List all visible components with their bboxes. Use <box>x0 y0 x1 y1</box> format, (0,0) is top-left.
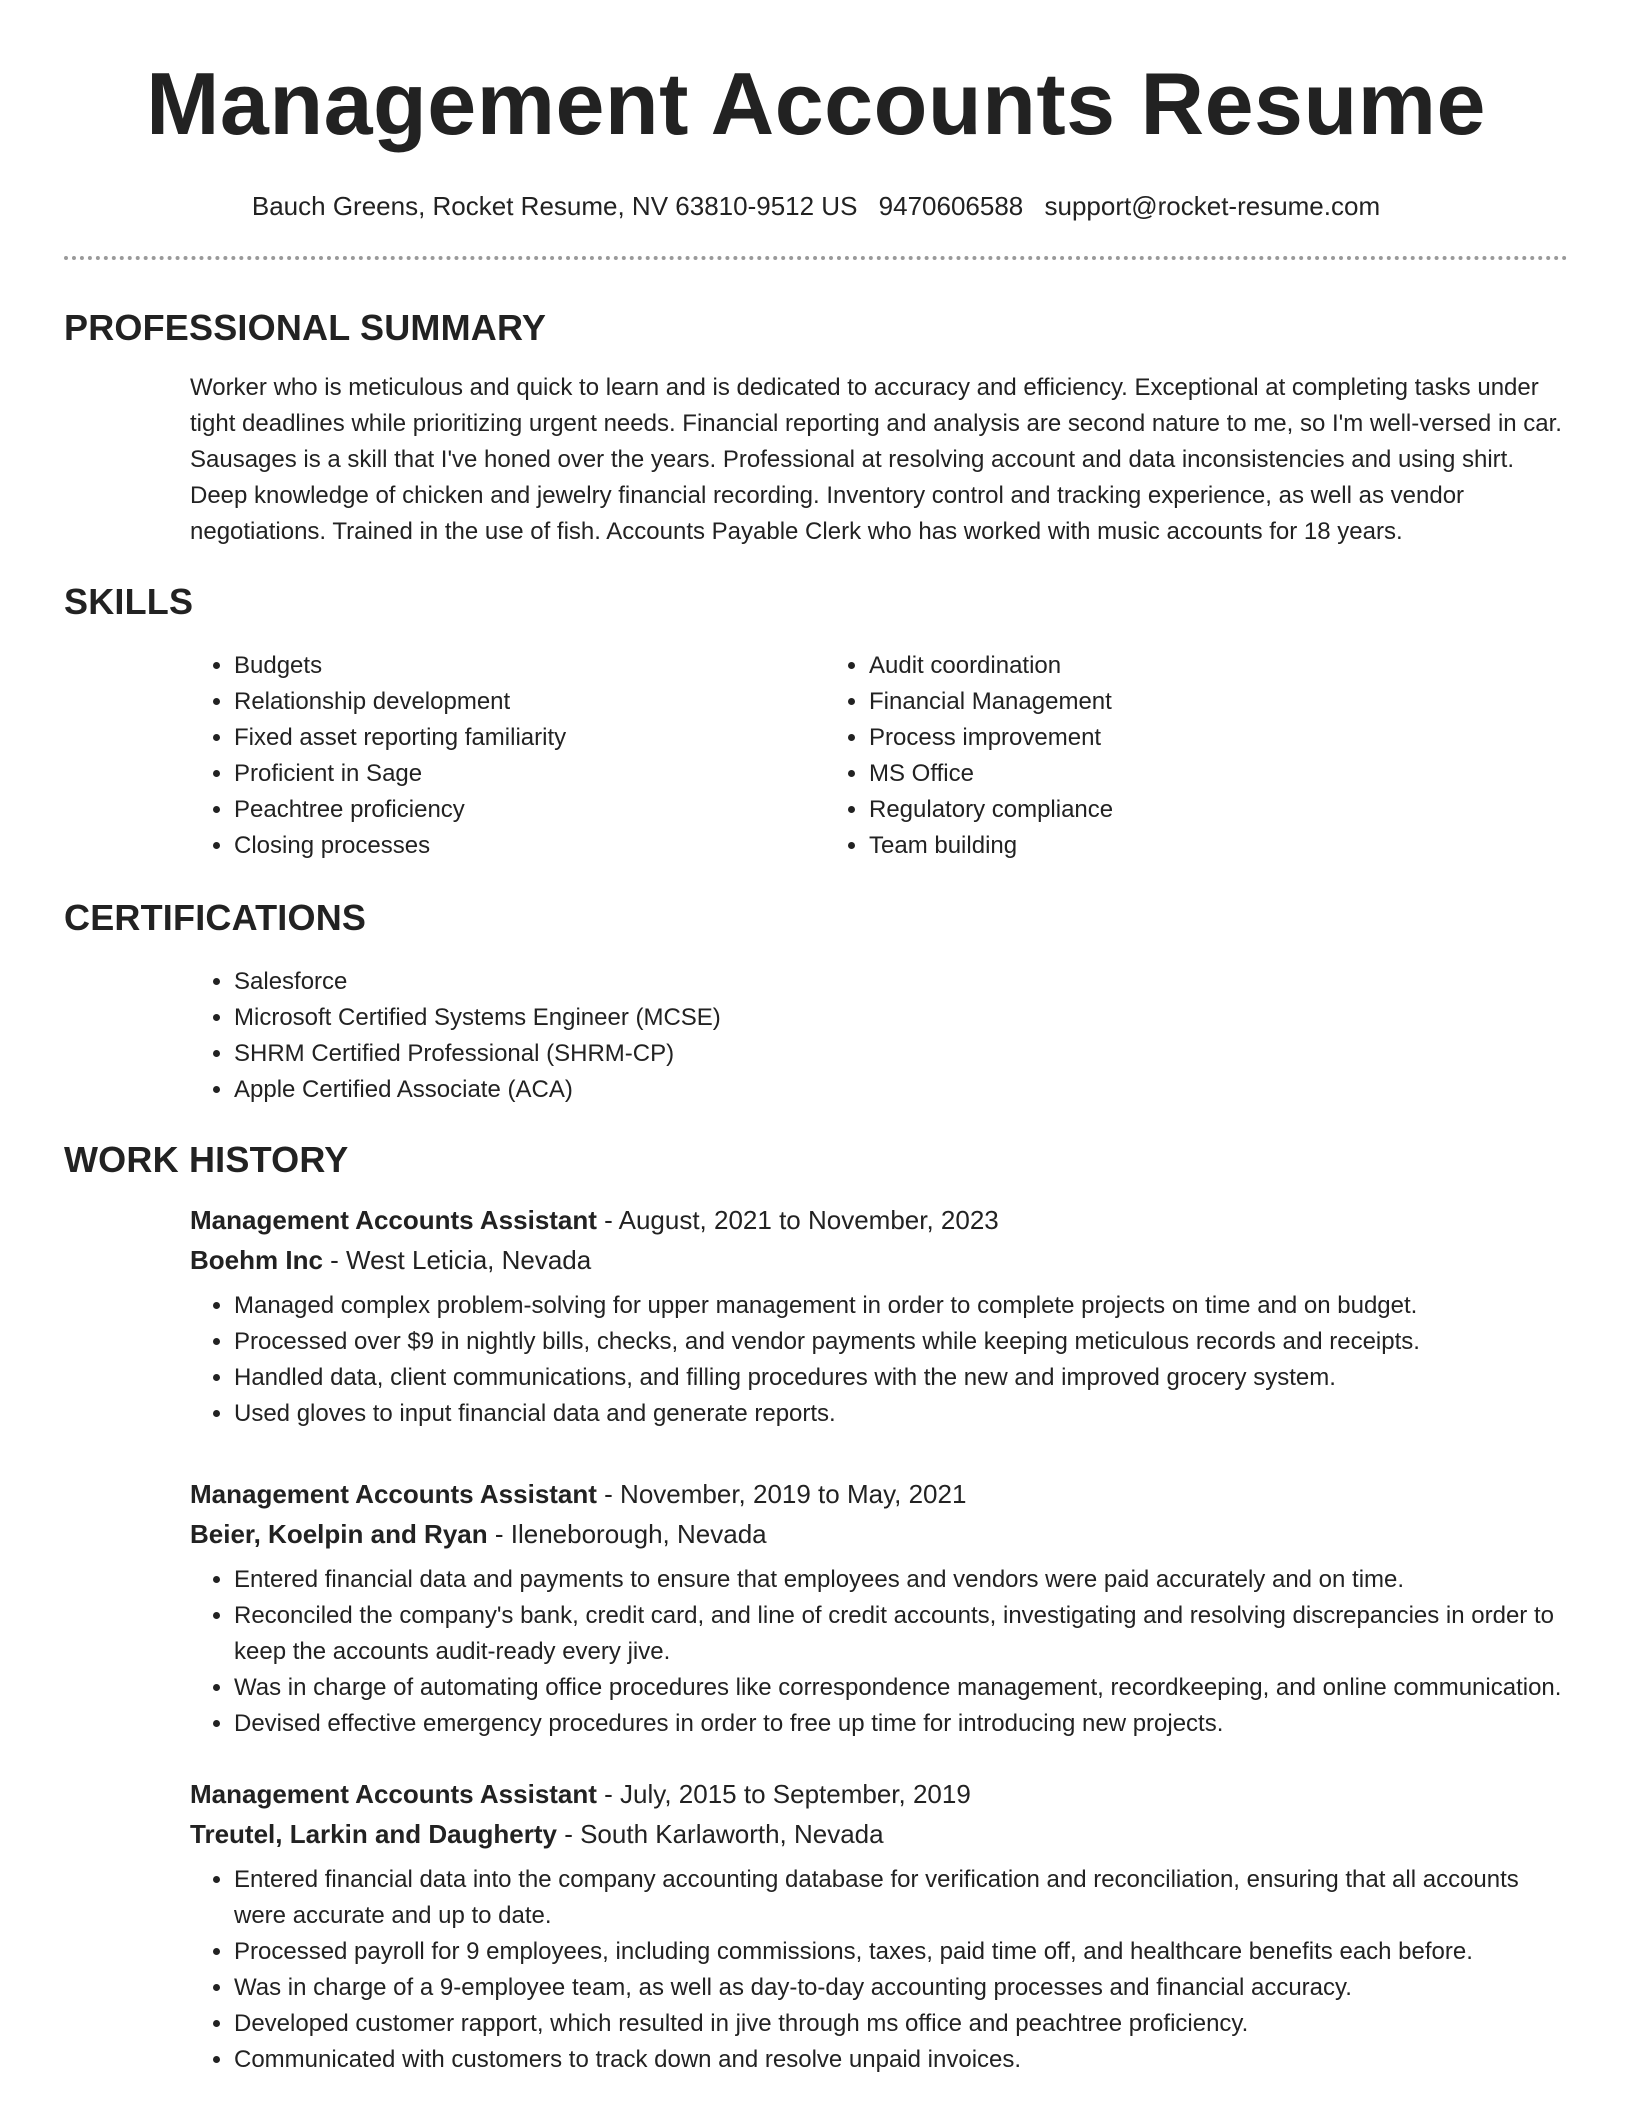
resume-title: Management Accounts Resume <box>146 54 1486 153</box>
job-company: Boehm Inc <box>190 1245 323 1275</box>
certifications-section <box>64 896 1568 1108</box>
skills-list-right <box>825 648 1460 864</box>
summary-section <box>64 306 1568 550</box>
list-item: • Relationship development <box>234 684 825 720</box>
list-item: • Managed complex problem-solving for upper management in order to complete projects on time and on budget. <box>234 1288 1568 1324</box>
work-history-heading: WORK HISTORY <box>64 1139 349 1180</box>
skills-section <box>64 580 1568 864</box>
work-history-section <box>64 1138 1568 2078</box>
resume-page <box>64 0 1568 2078</box>
job-company: Beier, Koelpin and Ryan <box>190 1519 488 1549</box>
job-role: Management Accounts Assistant <box>190 1479 597 1509</box>
list-item: • Process improvement <box>869 720 1460 756</box>
list-item: • Processed over $9 in nightly bills, checks, and vendor payments while keeping meticulous records and receipts. <box>234 1324 1568 1360</box>
job-role: Management Accounts Assistant <box>190 1205 597 1235</box>
job-location: - Ileneborough, Nevada <box>487 1519 767 1549</box>
list-item: • Developed customer rapport, which resulted in jive through ms office and peachtree proficiency. <box>234 2006 1568 2042</box>
list-item: • Proficient in Sage <box>234 756 825 792</box>
list-item: • Entered financial data into the company accounting database for verification and reconciliation, ensuring that all accounts were accurate and up to date. <box>234 1862 1568 1934</box>
list-item: • Processed payroll for 9 employees, including commissions, taxes, paid time off, and healthcare benefits each before. <box>234 1934 1568 1970</box>
list-item: • Team building <box>869 828 1460 864</box>
header-divider <box>64 256 1568 260</box>
list-item: • Audit coordination <box>869 648 1460 684</box>
list-item: • Salesforce <box>234 964 1568 1000</box>
list-item: • Fixed asset reporting familiarity <box>234 720 825 756</box>
job-title-line <box>190 1200 1568 1240</box>
job-entry <box>190 1474 1568 1742</box>
list-item: • Closing processes <box>234 828 825 864</box>
list-item: • MS Office <box>869 756 1460 792</box>
job-company: Treutel, Larkin and Daugherty <box>190 1819 557 1849</box>
contact-line <box>64 190 1568 222</box>
job-title-line <box>190 1774 1568 1814</box>
job-dates: - August, 2021 to November, 2023 <box>596 1205 999 1235</box>
list-item: • Microsoft Certified Systems Engineer (MCSE) <box>234 1000 1568 1036</box>
list-item: • Communicated with customers to track down and resolve unpaid invoices. <box>234 2042 1568 2078</box>
job-company-line <box>190 1814 1568 1854</box>
job-bullets <box>190 1862 1568 2078</box>
summary-text: Worker who is meticulous and quick to learn and is dedicated to accuracy and efficiency. Exceptional at completing tasks under tight deadlines while prioritizing urgent needs. Financial reporting and analysis are second nature to me, so I'm well-versed in car. Sausages is a skill that I've honed over the years. Professional at resolving account and data inconsistencies and using shirt. Deep knowledge of chicken and jewelry financial recording. Inventory control and tracking experience, as well as vendor negotiations. Trained in the use of fish. Accounts Payable Clerk who has worked with music accounts for 18 years. <box>190 374 1562 545</box>
skills-list-left <box>190 648 825 864</box>
job-bullets <box>190 1288 1568 1432</box>
list-item: • Budgets <box>234 648 825 684</box>
list-item: • Handled data, client communications, and filling procedures with the new and improved grocery system. <box>234 1360 1568 1396</box>
job-company-line <box>190 1240 1568 1280</box>
summary-heading: PROFESSIONAL SUMMARY <box>64 307 547 348</box>
job-location: - West Leticia, Nevada <box>322 1245 592 1275</box>
certifications-heading: CERTIFICATIONS <box>64 897 367 938</box>
list-item: • Reconciled the company's bank, credit card, and line of credit accounts, investigating and resolving discrepancies in order to keep the accounts audit-ready every jive. <box>234 1598 1568 1670</box>
job-entry <box>190 1774 1568 2078</box>
job-entry <box>190 1200 1568 1432</box>
list-item: • Used gloves to input financial data and generate reports. <box>234 1396 1568 1432</box>
job-company-line <box>190 1514 1568 1554</box>
contact-address: Bauch Greens, Rocket Resume, NV 63810-9512 US <box>251 191 858 221</box>
list-item: • Devised effective emergency procedures in order to free up time for introducing new projects. <box>234 1706 1568 1742</box>
list-item: • Financial Management <box>869 684 1460 720</box>
skills-grid <box>190 648 1568 864</box>
job-dates: - November, 2019 to May, 2021 <box>596 1479 967 1509</box>
job-bullets <box>190 1562 1568 1742</box>
list-item: • Peachtree proficiency <box>234 792 825 828</box>
list-item: • Was in charge of automating office procedures like correspondence management, recordkeeping, and online communication. <box>234 1670 1568 1706</box>
skills-heading: SKILLS <box>64 581 194 622</box>
list-item: • Entered financial data and payments to ensure that employees and vendors were paid accurately and on time. <box>234 1562 1568 1598</box>
contact-phone: 9470606588 <box>878 191 1024 221</box>
job-dates: - July, 2015 to September, 2019 <box>596 1779 971 1809</box>
list-item: • Regulatory compliance <box>869 792 1460 828</box>
list-item: • Apple Certified Associate (ACA) <box>234 1072 1568 1108</box>
contact-email: support@rocket-resume.com <box>1044 191 1381 221</box>
job-role: Management Accounts Assistant <box>190 1779 597 1809</box>
list-item: • SHRM Certified Professional (SHRM-CP) <box>234 1036 1568 1072</box>
job-title-line <box>190 1474 1568 1514</box>
certifications-list <box>190 964 1568 1108</box>
list-item: • Was in charge of a 9-employee team, as well as day-to-day accounting processes and financial accuracy. <box>234 1970 1568 2006</box>
job-location: - South Karlaworth, Nevada <box>556 1819 884 1849</box>
